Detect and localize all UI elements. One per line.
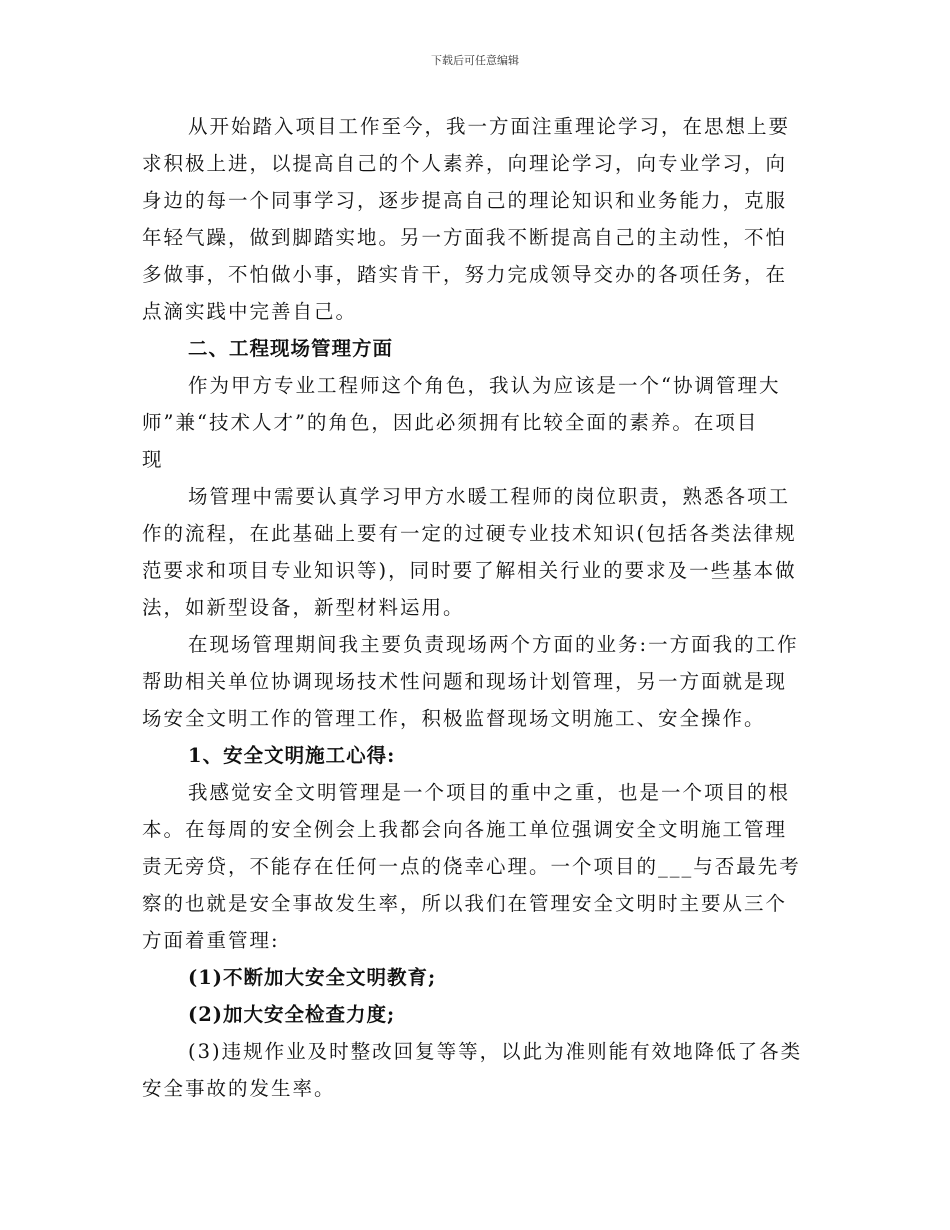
subsection-heading xyxy=(142,737,808,774)
text-line: 年轻气躁，做到脚踏实地。另一方面我不断提高自己的主动性，不怕 xyxy=(142,226,788,249)
text-line: 求积极上进，以提高自己的个人素养，向理论学习，向专业学习，向 xyxy=(142,152,788,175)
text-line: 本。在每周的安全例会上我都会向各施工单位强调安全文明施工管理 xyxy=(142,818,788,841)
text-line: 方面着重管理: xyxy=(142,929,280,952)
text-line: 安全事故的发生率。 xyxy=(142,1077,336,1100)
text-line: 范要求和项目专业知识等)，同时要了解相关行业的要求及一些基本做 xyxy=(142,559,797,582)
text-line: 察的也就是安全事故发生率，所以我们在管理安全文明时主要从三个 xyxy=(142,892,788,915)
text-line: 师”兼“技术人才”的角色，因此必须拥有比较全面的素养。在项目 xyxy=(142,411,759,434)
section-heading xyxy=(142,330,808,367)
paragraph-site-management xyxy=(142,478,808,626)
text-line: 我感觉安全文明管理是一个项目的重中之重，也是一个项目的根 xyxy=(188,781,791,804)
paragraph-safety xyxy=(142,774,808,959)
paragraph-responsibilities xyxy=(142,626,808,737)
text-line: 场安全文明工作的管理工作，积极监督现场文明施工、安全操作。 xyxy=(142,707,766,730)
text-line: 作的流程，在此基础上要有一定的过硬专业技术知识(包括各类法律规 xyxy=(142,522,797,545)
list-item xyxy=(142,959,808,996)
text-line: 多做事，不怕做小事，踏实肯干，努力完成领导交办的各项任务，在 xyxy=(142,263,788,286)
text-line: 现 xyxy=(142,448,164,471)
list-item-text: (2)加大安全检查力度; xyxy=(188,1003,396,1026)
list-item xyxy=(142,996,808,1033)
text-line: 身边的每一个同事学习，逐步提高自己的理论知识和业务能力，克服 xyxy=(142,189,788,212)
text-line: 在现场管理期间我主要负责现场两个方面的业务:一方面我的工作 xyxy=(188,633,799,656)
text-line: 作为甲方专业工程师这个角色，我认为应该是一个“协调管理大 xyxy=(188,374,781,397)
heading-text: 1、安全文明施工心得: xyxy=(188,744,396,767)
text-line: 责无旁贷，不能存在任何一点的侥幸心理。一个项目的___与否最先考 xyxy=(142,855,801,878)
text-line: 法，如新型设备，新型材料运用。 xyxy=(142,596,465,619)
text-line: 从开始踏入项目工作至今，我一方面注重理论学习，在思想上要 xyxy=(188,115,791,138)
list-item xyxy=(142,1033,808,1107)
heading-text: 二、工程现场管理方面 xyxy=(188,337,394,360)
page-header: 下载后可任意编辑 xyxy=(431,54,519,67)
text-line: 帮助相关单位协调现场技术性问题和现场计划管理，另一方面就是现 xyxy=(142,670,788,693)
paragraph-intro xyxy=(142,108,808,330)
list-item-text: (1)不断加大安全文明教育; xyxy=(188,966,437,989)
text-line: 点滴实践中完善自己。 xyxy=(142,300,358,323)
text-line: 场管理中需要认真学习甲方水暖工程师的岗位职责，熟悉各项工 xyxy=(188,485,791,508)
document-body xyxy=(142,108,808,1107)
list-item-text: (3)违规作业及时整改回复等等，以此为准则能有效地降低了各类 xyxy=(188,1040,803,1063)
paragraph-role xyxy=(142,367,808,478)
